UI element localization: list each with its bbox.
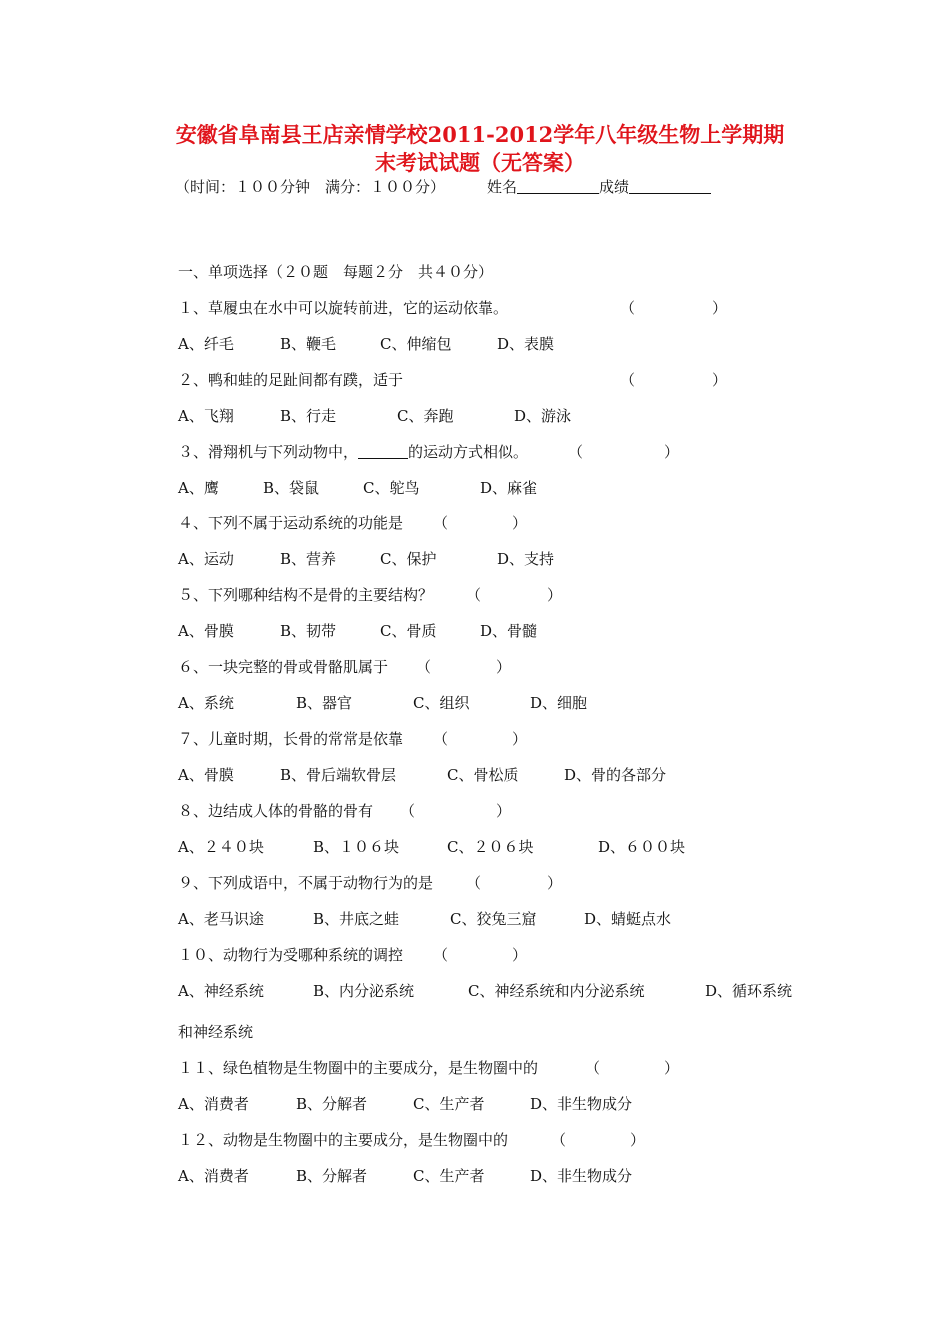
question-5: ５、下列哪种结构不是骨的主要结构？ <box>178 586 434 604</box>
question-3 <box>178 442 528 462</box>
question-9: ９、下列成语中，不属于动物行为的是 <box>178 874 434 892</box>
option-d: D、支持 <box>497 550 555 568</box>
answer-paren-open: （ <box>433 946 449 964</box>
option-d: D、循环系统 <box>705 982 793 1000</box>
option-c: C、骨松质 <box>447 766 519 784</box>
option-d: D、表膜 <box>497 335 555 353</box>
option-a: A、２４０块 <box>178 838 264 856</box>
option-c: C、保护 <box>380 550 437 568</box>
exam-title-line2: 末考试试题（无答案） <box>375 150 585 175</box>
option-d: D、非生物成分 <box>530 1167 633 1185</box>
option-c: C、奔跑 <box>397 407 454 425</box>
option-b: B、鞭毛 <box>280 335 337 353</box>
answer-paren-close: ） <box>664 443 680 461</box>
option-c: C、鸵鸟 <box>363 479 420 497</box>
question-6: ６、一块完整的骨或骨骼肌属于 <box>178 658 389 676</box>
option-a: A、运动 <box>178 550 234 568</box>
option-b: B、营养 <box>280 550 337 568</box>
answer-paren-open: （ <box>568 443 584 461</box>
option-d: D、麻雀 <box>480 479 538 497</box>
score-label: 成绩 <box>599 178 630 196</box>
question-11: １１、绿色植物是生物圈中的主要成分，是生物圈中的 <box>178 1059 539 1077</box>
option-d: D、６００块 <box>598 838 686 856</box>
option-a: A、飞翔 <box>178 407 234 425</box>
score-blank[interactable] <box>629 179 711 194</box>
answer-paren-close: ） <box>712 299 728 317</box>
option-b: B、行走 <box>280 407 337 425</box>
answer-paren-close: ） <box>712 371 728 389</box>
fill-blank[interactable] <box>358 444 408 459</box>
answer-paren-open: （ <box>466 874 482 892</box>
option-b: B、井底之蛙 <box>313 910 400 928</box>
question-12: １２、动物是生物圈中的主要成分，是生物圈中的 <box>178 1131 509 1149</box>
answer-paren-close: ） <box>512 946 528 964</box>
answer-paren-open: （ <box>585 1059 601 1077</box>
answer-paren-open: （ <box>551 1131 567 1149</box>
answer-paren-close: ） <box>496 802 512 820</box>
answer-paren-close: ） <box>496 658 512 676</box>
question-1: １、草履虫在水中可以旋转前进，它的运动依靠。 <box>178 299 509 317</box>
option-b: B、分解者 <box>296 1167 368 1185</box>
option-a: A、神经系统 <box>178 982 264 1000</box>
answer-paren-open: （ <box>433 730 449 748</box>
option-a: A、老马识途 <box>178 910 264 928</box>
option-d: D、骨的各部分 <box>564 766 667 784</box>
option-a: A、鹰 <box>178 479 219 497</box>
exam-meta <box>175 176 711 197</box>
option-c: C、２０６块 <box>447 838 534 856</box>
option-d: D、非生物成分 <box>530 1095 633 1113</box>
option-a: A、纤毛 <box>178 335 234 353</box>
option-b: B、骨后端软骨层 <box>280 766 397 784</box>
answer-paren-open: （ <box>620 371 636 389</box>
option-c: C、神经系统和内分泌系统 <box>468 982 645 1000</box>
question-10: １０、动物行为受哪种系统的调控 <box>178 946 404 964</box>
option-b: B、袋鼠 <box>263 479 320 497</box>
option-b: B、分解者 <box>296 1095 368 1113</box>
name-label: 姓名 <box>487 178 518 196</box>
answer-paren-close: ） <box>547 586 563 604</box>
answer-paren-close: ） <box>664 1059 680 1077</box>
answer-paren-close: ） <box>512 514 528 532</box>
option-a: A、骨膜 <box>178 766 234 784</box>
section-heading: 一、单项选择（２０题 每题２分 共４０分） <box>178 263 494 281</box>
answer-paren-open: （ <box>466 586 482 604</box>
option-c: C、生产者 <box>413 1095 485 1113</box>
answer-paren-open: （ <box>400 802 416 820</box>
name-blank[interactable] <box>517 179 599 194</box>
question-10-continuation: 和神经系统 <box>178 1023 254 1041</box>
answer-paren-open: （ <box>416 658 432 676</box>
question-8: ８、边结成人体的骨骼的骨有 <box>178 802 374 820</box>
answer-paren-close: ） <box>630 1131 646 1149</box>
option-b: B、１０６块 <box>313 838 400 856</box>
option-d: D、蜻蜓点水 <box>584 910 672 928</box>
exam-title-line1: 安徽省阜南县王店亲情学校2011-2012学年八年级生物上学期期 <box>175 122 785 147</box>
question-4: ４、下列不属于运动系统的功能是 <box>178 514 404 532</box>
time-score-text: （时间：１００分钟 满分：１００分） <box>175 178 446 196</box>
question-3-pre: ３、滑翔机与下列动物中， <box>178 443 359 461</box>
option-c: C、组织 <box>413 694 470 712</box>
option-a: A、消费者 <box>178 1167 249 1185</box>
option-c: C、狡兔三窟 <box>450 910 537 928</box>
option-d: D、骨髓 <box>480 622 538 640</box>
option-b: B、器官 <box>296 694 353 712</box>
option-a: A、系统 <box>178 694 234 712</box>
option-c: C、骨质 <box>380 622 437 640</box>
option-c: C、生产者 <box>413 1167 485 1185</box>
option-d: D、游泳 <box>514 407 572 425</box>
question-3-post: 的运动方式相似。 <box>408 443 529 461</box>
answer-paren-close: ） <box>512 730 528 748</box>
option-c: C、伸缩包 <box>380 335 452 353</box>
option-b: B、内分泌系统 <box>313 982 415 1000</box>
option-d: D、细胞 <box>530 694 588 712</box>
answer-paren-open: （ <box>433 514 449 532</box>
question-2: ２、鸭和蛙的足趾间都有蹼，适于 <box>178 371 404 389</box>
option-a: A、骨膜 <box>178 622 234 640</box>
answer-paren-open: （ <box>620 299 636 317</box>
option-b: B、韧带 <box>280 622 337 640</box>
question-7: ７、儿童时期，长骨的常常是依靠 <box>178 730 404 748</box>
option-a: A、消费者 <box>178 1095 249 1113</box>
answer-paren-close: ） <box>547 874 563 892</box>
